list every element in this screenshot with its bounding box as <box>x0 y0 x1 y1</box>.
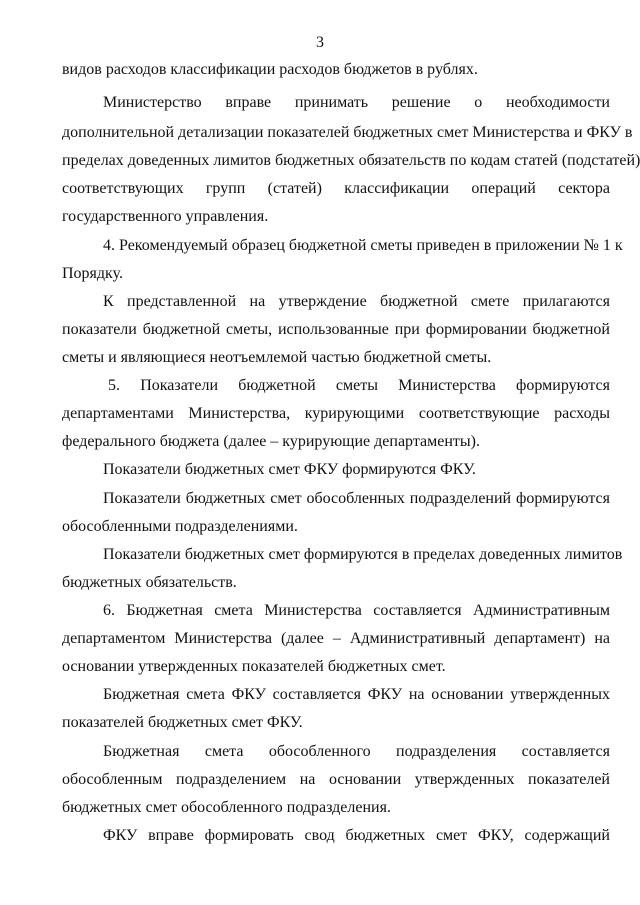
text-line: Бюджетная смета обособленного подразделения составляется <box>103 743 610 760</box>
text-line: Министерство вправе принимать решение о необходимости <box>103 94 610 111</box>
text-line: департаментом Министерства (далее – Административный департамент) на <box>62 630 610 647</box>
text-line: основании утвержденных показателей бюджетных смет. <box>62 658 446 675</box>
text-line: ФКУ вправе формировать свод бюджетных смет ФКУ, содержащий <box>103 827 610 844</box>
text-line: Порядку. <box>62 265 123 282</box>
text-line: Бюджетная смета ФКУ составляется ФКУ на основании утвержденных <box>103 686 610 703</box>
text-line: сметы и являющиеся неотъемлемой частью бюджетной сметы. <box>62 349 492 366</box>
text-line: 5. Показатели бюджетной сметы Министерства формируются <box>108 377 610 394</box>
text-line: К представленной на утверждение бюджетной смете прилагаются <box>103 293 610 310</box>
text-line: бюджетных смет обособленного подразделения. <box>62 799 391 816</box>
text-line: дополнительной детализации показателей бюджетных смет Министерства и ФКУ в <box>62 124 633 141</box>
text-line: видов расходов классификации расходов бюджетов в рублях. <box>62 61 478 78</box>
page-number: 3 <box>316 34 324 51</box>
text-line: Показатели бюджетных смет ФКУ формируются ФКУ. <box>103 461 476 478</box>
text-line: показатели бюджетной сметы, использованные при формировании бюджетной <box>62 321 610 338</box>
text-line: Показатели бюджетных смет формируются в пределах доведенных лимитов <box>103 546 623 563</box>
text-line: 6. Бюджетная смета Министерства составляется Административным <box>103 602 610 619</box>
text-line: показателей бюджетных смет ФКУ. <box>62 714 303 731</box>
text-line: обособленным подразделением на основании утвержденных показателей <box>62 771 610 788</box>
text-line: департаментами Министерства, курирующими соответствующие расходы <box>62 405 610 422</box>
text-line: пределах доведенных лимитов бюджетных обязательств по кодам статей (подстатей) <box>62 152 640 169</box>
text-line: 4. Рекомендуемый образец бюджетной сметы приведен в приложении № 1 к <box>103 237 623 254</box>
text-line: соответствующих групп (статей) классификации операций сектора <box>62 180 610 197</box>
text-line: бюджетных обязательств. <box>62 574 237 591</box>
text-line: Показатели бюджетных смет обособленных подразделений формируются <box>103 490 610 507</box>
text-line: обособленными подразделениями. <box>62 518 298 535</box>
text-line: федерального бюджета (далее – курирующие департаменты). <box>62 433 480 450</box>
text-line: государственного управления. <box>62 208 269 225</box>
